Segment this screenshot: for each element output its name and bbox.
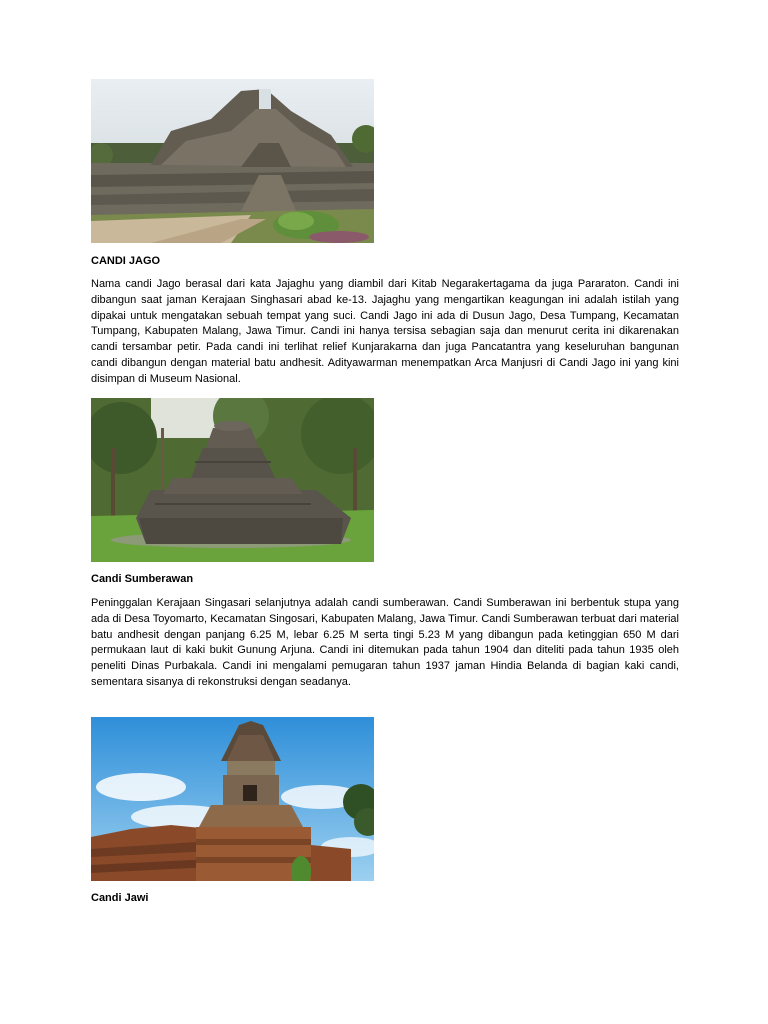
candi-jawi-photo [91, 717, 374, 881]
paragraph-candi-jago: Nama candi Jago berasal dari kata Jajaghu yang diambil dari Kitab Negarakertagama da juga Pararaton. Candi ini dibangun saat jaman Kerajaan Singhasari abad ke-13. Jajaghu yang mengartikan keagungan ini adalah istilah yang dipakai untuk mengatakan sebuah tempat yang suci. Candi Jago ini ada di Dusun Jago, Desa Tumpang, Kecamatan Tumpang, Kabupaten Malang, Jawa Timur. Candi ini hanya tersisa sebagian saja dan menurut cerita ini dikarenakan candi tersambar petir. Pada candi ini terlihat relief Kunjarakarna dan juga Pancatantra yang keseluruhan bangunan candi dibangun dengan material batu andhesit. Adityawarman menempatkan Arca Manjusri di Candi Jago ini yang kini disimpan di Museum Nasional. [91, 278, 679, 385]
section-title-candi-jago: CANDI JAGO [91, 255, 161, 267]
paragraph-candi-sumberawan: Peninggalan Kerajaan Singasari selanjutnya adalah candi sumberawan. Candi Sumberawan ini berbentuk stupa yang ada di Desa Toyomarto, Kecamatan Singosari, Kabupaten Malang, Jawa Timur. Candi Sumberawan terbuat dari material batu andhesit dengan panjang 6.25 M, lebar 6.25 M serta tingi 5.23 M yang dibangun pada ketinggian 650 M dari permukaan laut di kaki bukit Gunung Arjuna. Candi ini ditemukan pada tahun 1904 dan diteliti pada tahun 1935 oleh peneliti Dinas Purbakala. Candi ini mengalami pemugaran tahun 1937 jaman Hindia Belanda di bagian kaki candi, sementara sisanya di rekonstruksi dengan seadanya. [91, 597, 679, 688]
section-title-candi-jawi: Candi Jawi [91, 892, 149, 904]
candi-sumberawan-photo [91, 398, 374, 562]
candi-jago-photo [91, 79, 374, 243]
section-title-candi-sumberawan: Candi Sumberawan [91, 573, 194, 585]
